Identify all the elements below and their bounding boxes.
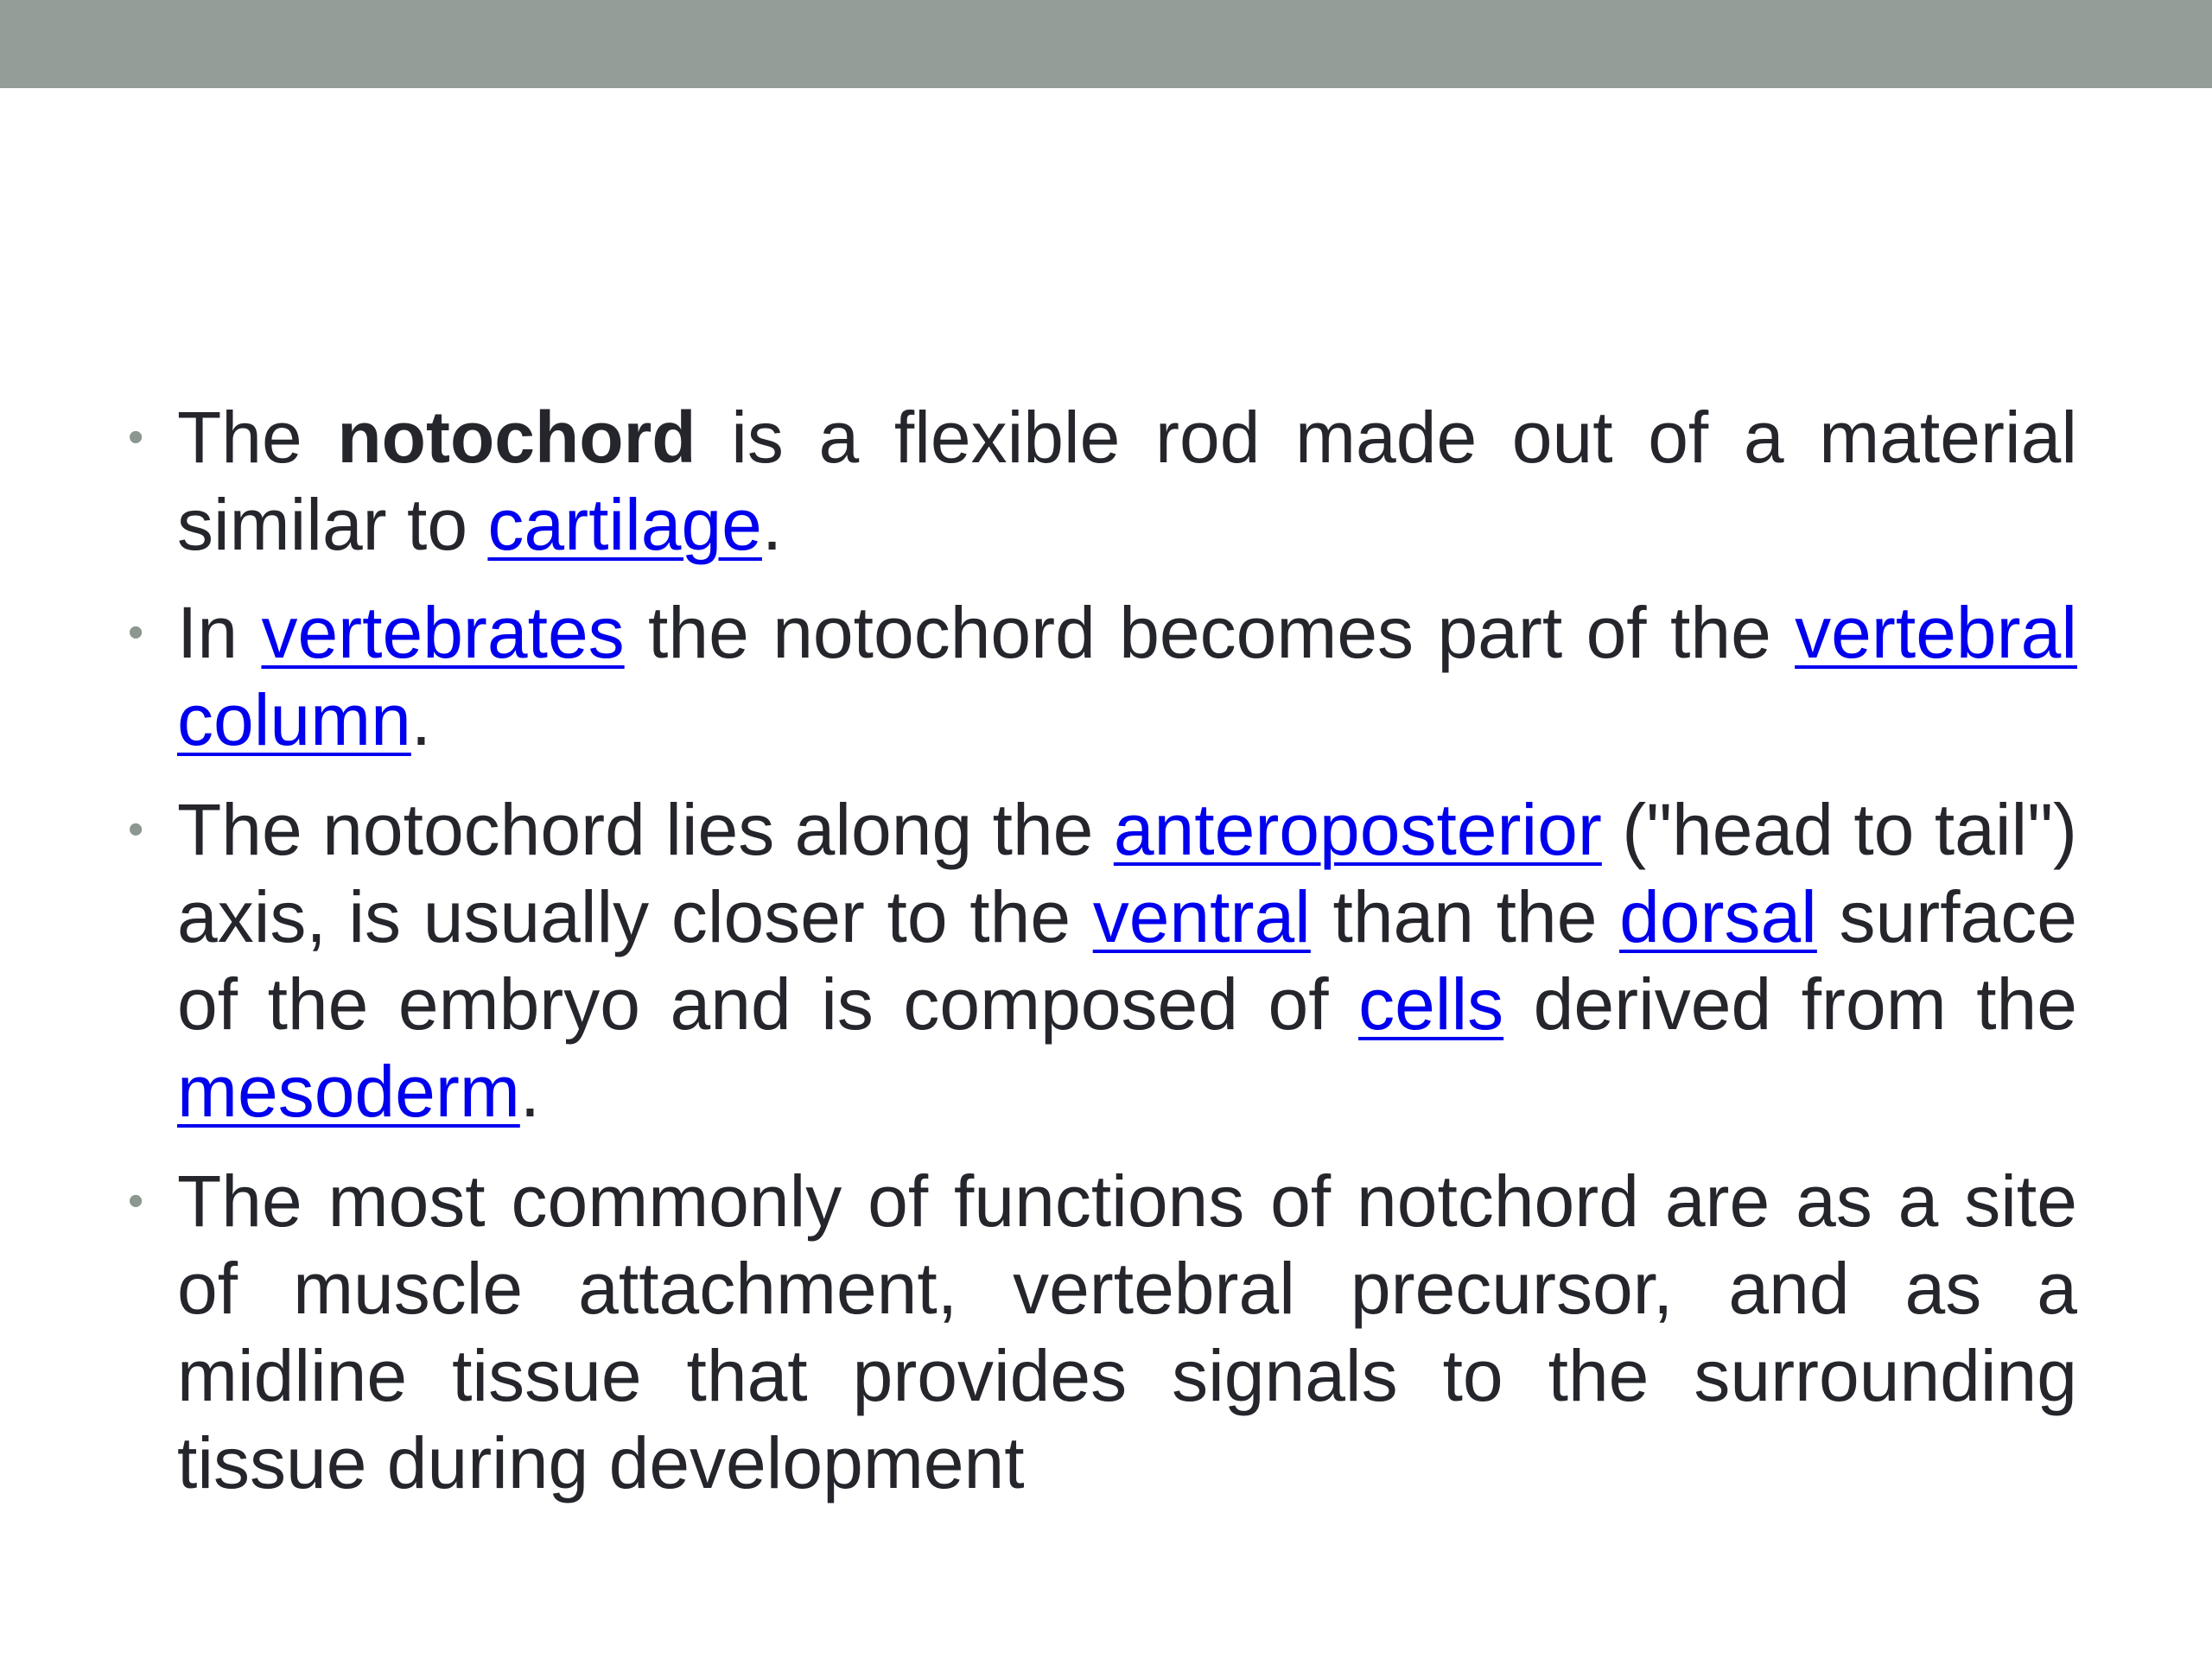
link-vertebral-column[interactable]: vertebral column <box>177 592 2077 760</box>
link-anteroposterior[interactable]: anteroposterior <box>1113 789 1602 870</box>
bullet-text: The most commonly of functions of notchord are as a site of muscle attachment, vertebral precursor, and as a midline tissue that provides signals to the surrounding tissue during development <box>177 1160 2077 1503</box>
bullet-text: surface of the embryo and is composed of <box>177 876 2077 1045</box>
link-cells[interactable]: cells <box>1358 963 1504 1045</box>
bullet-list <box>128 394 2077 1528</box>
bullet-text: ("head to tail") axis, is usually closer to the <box>177 789 2077 957</box>
bullet-text: . <box>519 1051 541 1132</box>
bullet-text: . <box>761 484 783 565</box>
bullet-icon: • <box>128 1176 144 1226</box>
link-ventral[interactable]: ventral <box>1092 876 1311 957</box>
bullet-icon: • <box>128 804 144 855</box>
bullet-text: than the <box>1310 876 1620 957</box>
bullet-item-notochord-functions <box>128 1158 2077 1507</box>
bullet-icon: • <box>128 607 144 658</box>
bullet-text: derived from the <box>1503 963 2077 1045</box>
link-dorsal[interactable]: dorsal <box>1619 876 1817 957</box>
bullet-text: is a flexible rod made out of a material similar to <box>177 397 2077 565</box>
link-mesoderm[interactable]: mesoderm <box>177 1051 520 1132</box>
bullet-item-notochord-position <box>128 786 2077 1135</box>
bullet-text: In <box>177 592 262 673</box>
bullet-text: . <box>410 679 432 760</box>
bullet-icon: • <box>128 412 144 462</box>
bullet-item-notochord-definition <box>128 394 2077 569</box>
link-cartilage[interactable]: cartilage <box>487 484 762 565</box>
link-vertebrates[interactable]: vertebrates <box>261 592 625 673</box>
bullet-text: The notochord lies along the <box>177 789 1114 870</box>
term-notochord: notochord <box>337 397 696 478</box>
bullet-text: the notochord becomes part of the <box>624 592 1796 673</box>
bullet-item-vertebrates <box>128 589 2077 764</box>
bullet-text: The <box>177 397 338 478</box>
header-band <box>0 0 2212 88</box>
